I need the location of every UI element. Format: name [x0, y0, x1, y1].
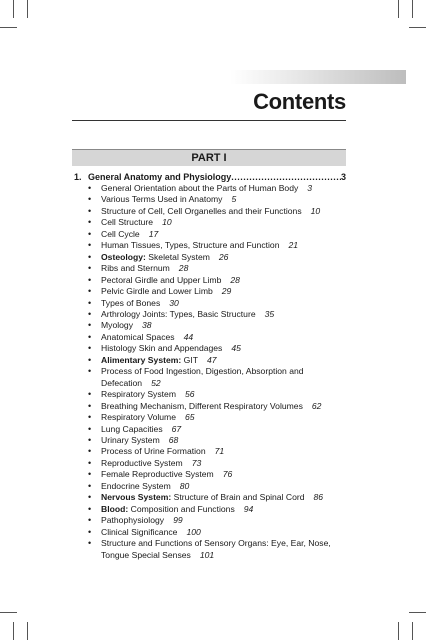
bullet-icon: • — [88, 457, 92, 468]
toc-entry-title: Process of Food Ingestion, Digestion, Absorption and — [101, 366, 304, 377]
toc-entry[interactable] — [88, 504, 346, 515]
toc-entry-title: Clinical Significance — [101, 526, 178, 537]
toc-entry-page: 71 — [214, 446, 225, 457]
chapter-page: 3 — [340, 172, 346, 182]
crop-mark-bottom-left-v — [13, 622, 14, 640]
toc-entry-title: Types of Bones — [101, 297, 161, 308]
bullet-icon: • — [88, 503, 92, 514]
toc-entry-title: Structure and Functions of Sensory Organs: Eye, Ear, Nose, — [101, 538, 331, 549]
toc-entry-title: Process of Urine Formation — [101, 446, 206, 457]
chapter-entry[interactable] — [74, 171, 346, 183]
part-header: PART I — [72, 149, 346, 166]
toc-entry[interactable] — [88, 424, 346, 435]
toc-entry-bold-label: Osteology: — [101, 251, 146, 262]
toc-entry[interactable] — [88, 183, 346, 194]
toc-entry-page: 100 — [186, 526, 201, 537]
toc-entry-title: Respiratory System — [101, 389, 176, 400]
toc-entry-page: 45 — [231, 343, 241, 354]
bullet-icon: • — [88, 526, 92, 537]
bullet-icon: • — [88, 412, 92, 423]
chapter-number: 1. — [74, 172, 82, 182]
toc-entry-title: Pelvic Girdle and Lower Limb — [101, 286, 213, 297]
bullet-icon: • — [88, 366, 92, 377]
toc-entry-title: Respiratory Volume — [101, 412, 176, 423]
toc-entry-page: 101 — [199, 549, 215, 560]
bullet-icon: • — [88, 251, 92, 262]
bullet-icon: • — [88, 492, 92, 503]
toc-entry-title: GIT — [181, 354, 198, 365]
toc-entry-page: 28 — [178, 263, 189, 274]
toc-entry-title: Cell Structure — [101, 217, 154, 228]
title-rule — [72, 120, 346, 121]
toc-entry[interactable] — [88, 332, 346, 343]
toc-entry[interactable] — [88, 355, 346, 366]
toc-entry[interactable] — [88, 389, 346, 400]
toc-entry[interactable] — [88, 320, 346, 331]
toc-entry[interactable] — [88, 469, 346, 480]
toc-entry-title: Urinary System — [101, 434, 160, 445]
toc-entry-page: 73 — [191, 457, 202, 468]
toc-entry-page: 44 — [183, 331, 194, 342]
toc-entry[interactable] — [88, 458, 346, 469]
page-title: Contents — [253, 89, 346, 114]
toc-entry-title: General Orientation about the Parts of Human Body — [101, 183, 299, 193]
bullet-icon: • — [88, 194, 92, 205]
bullet-icon: • — [88, 308, 92, 319]
bullet-icon: • — [88, 446, 92, 457]
toc-entry[interactable] — [88, 309, 346, 320]
toc-entry-page: 76 — [222, 469, 233, 480]
crop-mark-top-left-v — [13, 0, 14, 18]
toc-entry[interactable] — [88, 412, 346, 423]
toc-entry-page: 67 — [171, 423, 182, 434]
bullet-icon: • — [88, 434, 92, 445]
toc-entry[interactable] — [88, 240, 346, 251]
bullet-icon: • — [88, 297, 92, 308]
toc-entry-title: Pathophysiology — [101, 515, 165, 526]
toc-entry-page: 3 — [307, 183, 313, 193]
crop-mark-top-right-h — [409, 27, 426, 28]
bullet-icon: • — [88, 480, 92, 491]
toc-entry-page: 47 — [206, 354, 217, 365]
toc-entry-page: 30 — [169, 297, 179, 308]
bullet-icon: • — [88, 343, 92, 354]
toc-entry-title: Defecation — [101, 377, 143, 388]
toc-entry-title: Anatomical Spaces — [101, 331, 175, 342]
leader-dots — [231, 171, 341, 183]
toc-entry-title: Arthrology Joints: Types, Basic Structure — [101, 308, 256, 319]
bullet-icon: • — [88, 320, 92, 331]
bullet-icon: • — [88, 469, 92, 480]
crop-mark-bottom-left-v2 — [27, 622, 28, 640]
toc-entry[interactable] — [88, 252, 346, 263]
toc-entry-page: 86 — [313, 492, 324, 503]
toc-entry-page: 68 — [168, 434, 179, 445]
toc-entry-page: 21 — [288, 240, 299, 251]
toc-entry-title: Skeletal System — [145, 251, 210, 262]
toc-entry-bold-label: Alimentary System: — [101, 354, 182, 365]
toc-entry[interactable] — [88, 435, 346, 446]
toc-entry-title: Myology — [101, 320, 133, 331]
toc-entry-title: Reproductive System — [101, 457, 183, 468]
toc-entry-page: 38 — [142, 320, 152, 331]
toc-entry-page: 5 — [231, 194, 237, 205]
toc-entry-bold-label: Blood: — [101, 503, 129, 514]
toc-entry-title: Pectoral Girdle and Upper Limb — [101, 274, 222, 285]
toc-entry-title: Ribs and Sternum — [101, 263, 170, 274]
toc-entry-title: Female Reproductive System — [101, 469, 214, 480]
toc-entry[interactable] — [88, 343, 346, 354]
toc-entry-page: 80 — [179, 480, 190, 491]
toc-entry[interactable] — [88, 263, 346, 274]
bullet-icon: • — [88, 263, 92, 274]
toc-entry-page: 62 — [311, 400, 322, 411]
chapter-title: General Anatomy and Physiology — [88, 172, 232, 182]
toc-entry[interactable] — [88, 527, 346, 538]
toc-entry-page: 26 — [218, 251, 229, 262]
toc-entry-title: Human Tissues, Types, Structure and Function — [101, 240, 280, 251]
toc-entry-title: Endocrine System — [101, 480, 171, 491]
toc-entry-page: 94 — [243, 503, 254, 514]
toc-entry-page: 28 — [230, 274, 240, 285]
bullet-icon: • — [88, 538, 92, 549]
toc-entry-title: Various Terms Used in Anatomy — [101, 194, 223, 205]
toc-entry-title: Lung Capacities — [101, 423, 163, 434]
toc-entry[interactable] — [88, 492, 346, 503]
crop-mark-bottom-right-v2 — [412, 622, 413, 640]
crop-mark-bottom-right-h — [409, 612, 426, 613]
toc-entry[interactable] — [88, 217, 346, 228]
crop-mark-top-left-h — [0, 27, 17, 28]
bullet-icon: • — [88, 331, 92, 342]
toc-entry[interactable] — [88, 401, 346, 412]
toc-entry-title: Cell Cycle — [101, 228, 140, 239]
bullet-icon: • — [88, 515, 92, 526]
header-gradient-bar — [230, 70, 406, 84]
toc-entry-page: 10 — [310, 205, 321, 216]
toc-entry[interactable] — [88, 206, 346, 217]
crop-mark-top-right-v — [398, 0, 399, 18]
toc-entry-title: Composition and Functions — [128, 503, 235, 514]
toc-entry-page: 52 — [151, 377, 161, 388]
bullet-icon: • — [88, 423, 92, 434]
bullet-icon: • — [88, 240, 92, 251]
bullet-icon: • — [88, 274, 92, 285]
toc-entry[interactable] — [88, 481, 346, 492]
bullet-icon: • — [88, 183, 92, 193]
toc-entry[interactable] — [88, 366, 346, 377]
toc-list — [88, 183, 346, 561]
toc-entry-page: 99 — [173, 515, 183, 526]
toc-entry-page: 65 — [185, 412, 195, 423]
toc-entry-page: 29 — [221, 286, 232, 297]
bullet-icon: • — [88, 400, 92, 411]
toc-entry[interactable] — [88, 298, 346, 309]
toc-entry-bold-label: Nervous System: — [101, 492, 172, 503]
bullet-icon: • — [88, 228, 92, 239]
toc-entry[interactable] — [88, 515, 346, 526]
toc-entry-title: Tongue Special Senses — [101, 549, 191, 560]
toc-entry[interactable] — [88, 446, 346, 457]
crop-mark-top-left-v2 — [27, 0, 28, 18]
toc-entry-page: 56 — [184, 389, 195, 400]
toc-entry-title: Structure of Brain and Spinal Cord — [171, 492, 305, 503]
toc-entry[interactable] — [88, 275, 346, 286]
crop-mark-bottom-left-h — [0, 612, 17, 613]
bullet-icon: • — [88, 389, 92, 400]
toc-entry[interactable] — [88, 194, 346, 205]
toc-entry[interactable] — [88, 538, 346, 549]
toc-entry[interactable] — [88, 229, 346, 240]
bullet-icon: • — [88, 205, 92, 216]
toc-entry-page: 35 — [264, 308, 275, 319]
bullet-icon: • — [88, 217, 92, 228]
bullet-icon: • — [88, 354, 92, 365]
crop-mark-top-right-v2 — [412, 0, 413, 18]
toc-entry-title: Histology Skin and Appendages — [101, 343, 223, 354]
bullet-icon: • — [88, 286, 92, 297]
toc-entry[interactable] — [88, 550, 346, 561]
crop-mark-bottom-right-v — [398, 622, 399, 640]
toc-entry[interactable] — [88, 378, 346, 389]
toc-entry-title: Structure of Cell, Cell Organelles and their Functions — [101, 205, 302, 216]
toc-entry-page: 17 — [148, 228, 159, 239]
toc-entry-title: Breathing Mechanism, Different Respiratory Volumes — [101, 400, 303, 411]
toc-entry[interactable] — [88, 286, 346, 297]
toc-entry-page: 10 — [162, 217, 172, 228]
